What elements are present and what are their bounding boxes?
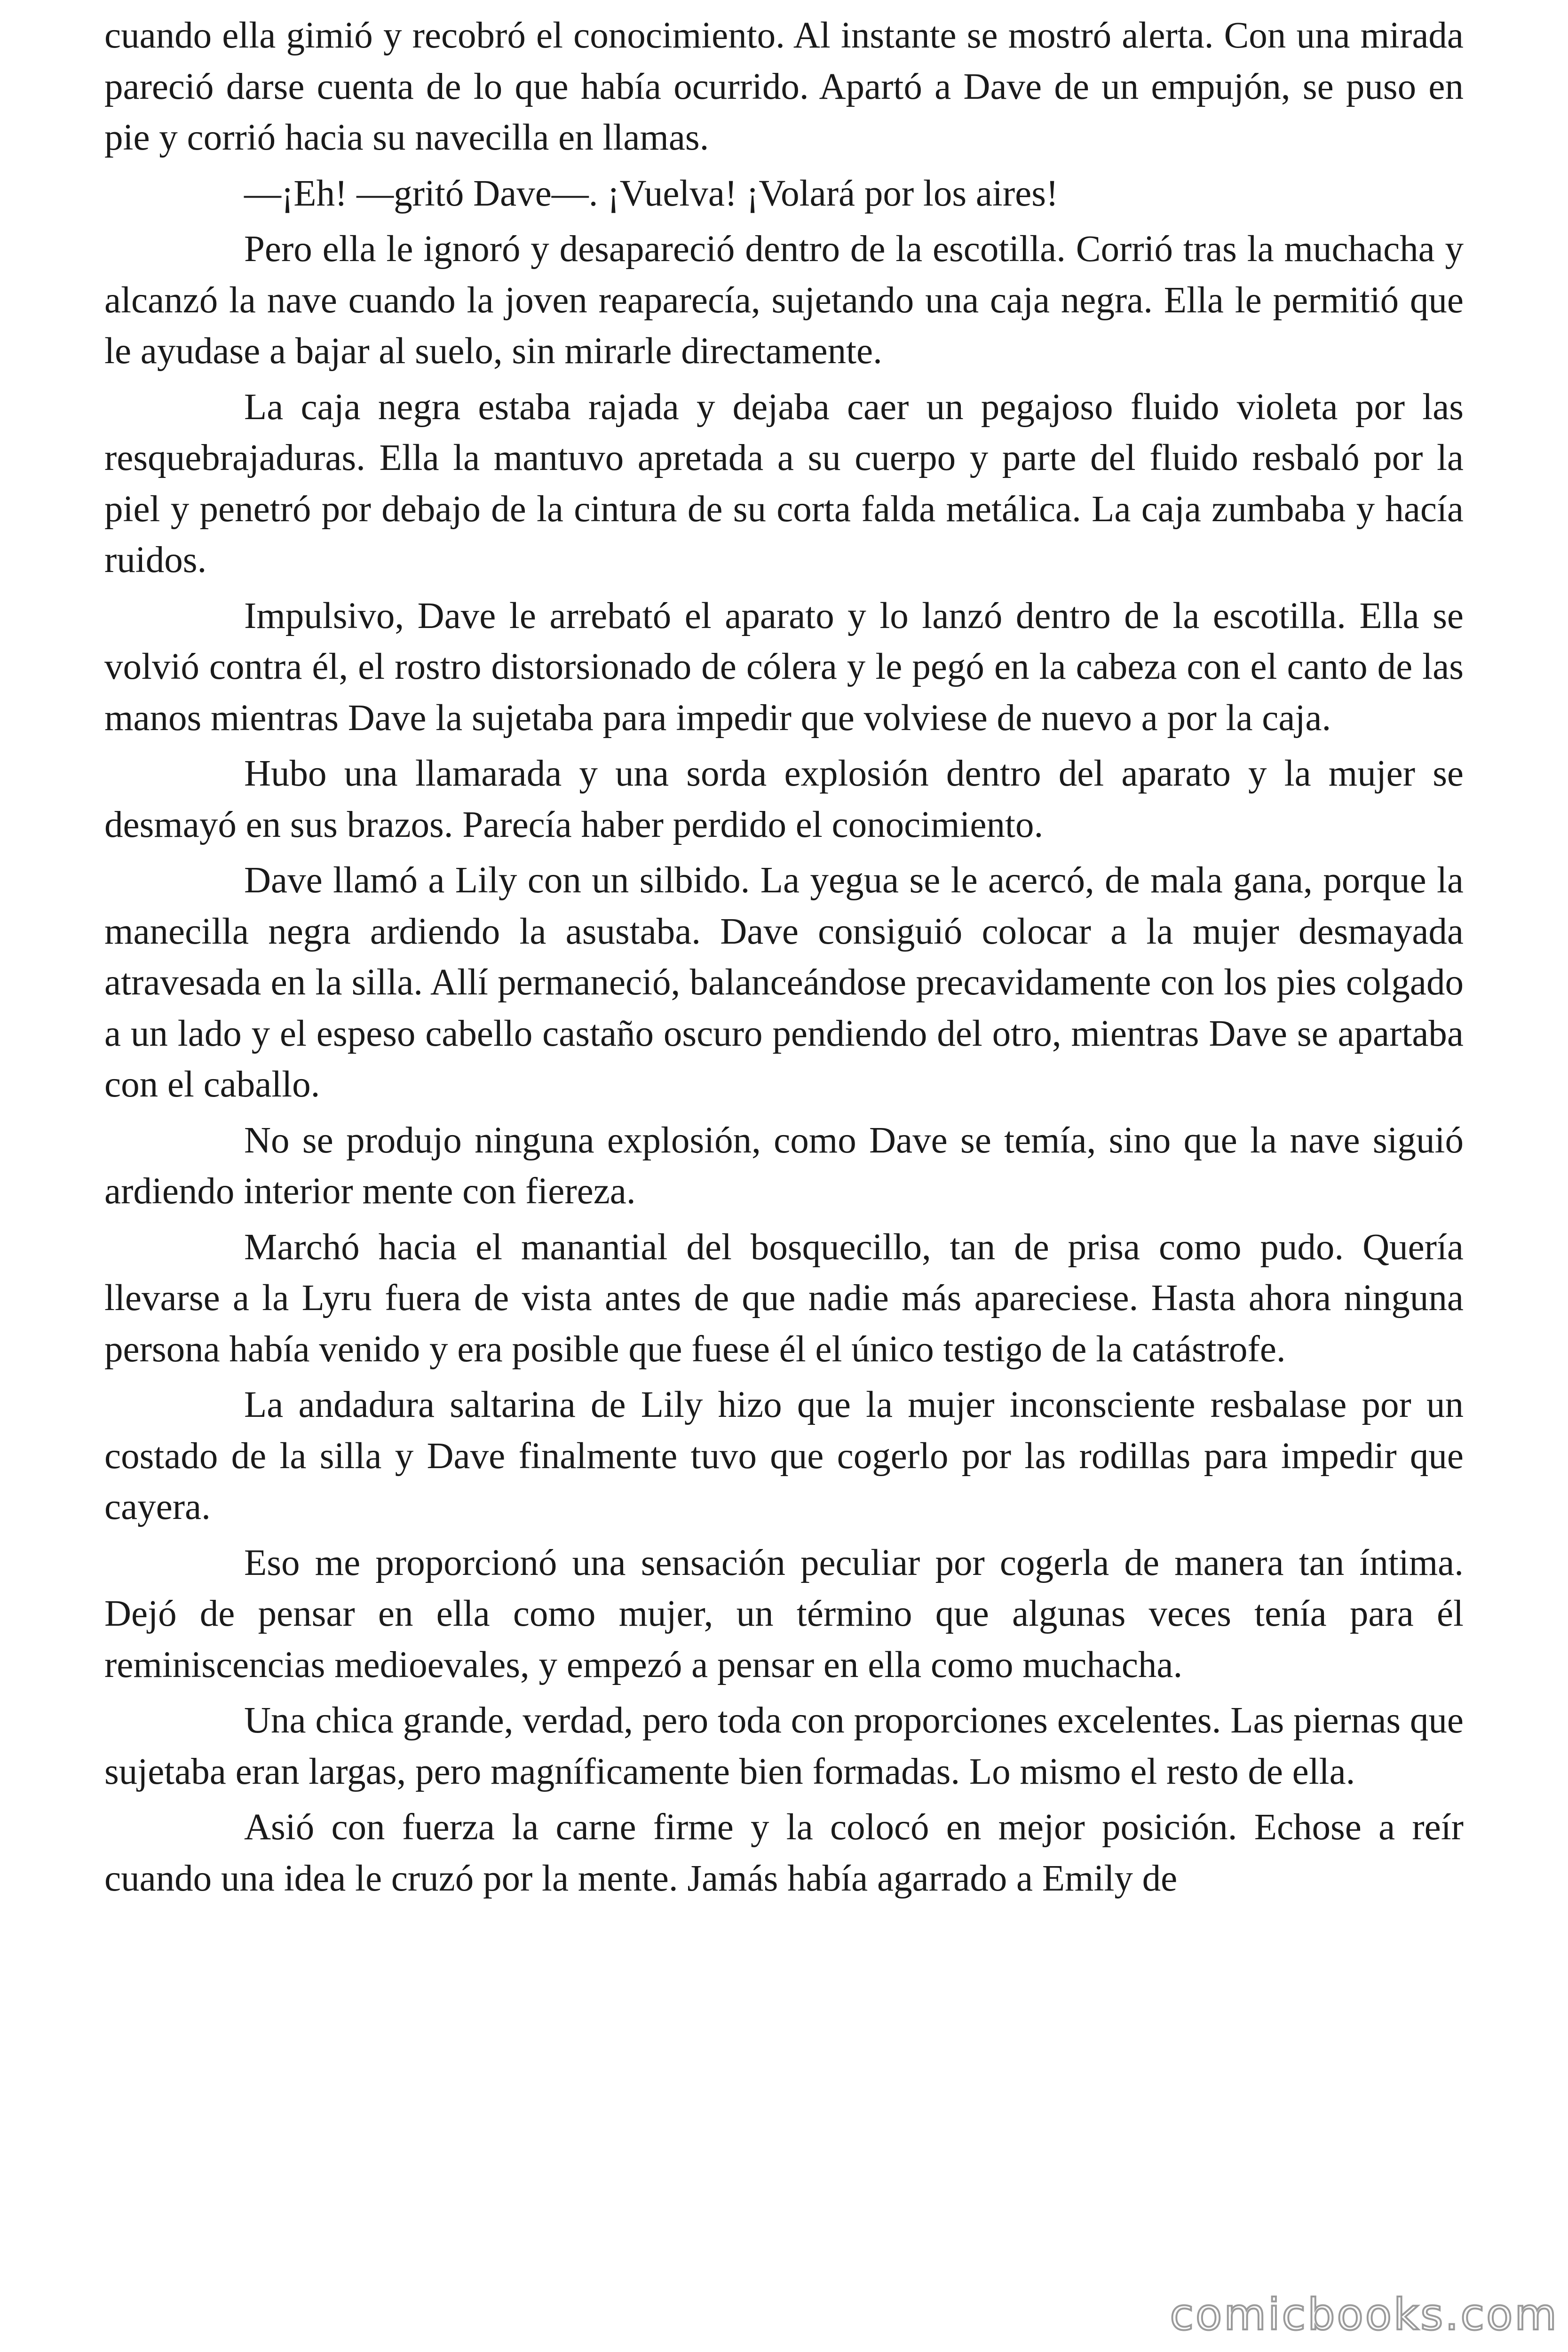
paragraph-11: Eso me proporcionó una sensación peculiar por cogerla de manera tan íntima. Dejó de pensar en ella como mujer, un término que algunas veces tenía para él reminiscencias medioevales, y empezó a pensar en ella como muchacha. [104,1542,1464,1685]
paragraph-5: Impulsivo, Dave le arrebató el aparato y lo lanzó dentro de la escotilla. Ella se volvió contra él, el rostro distorsionado de cólera y le pegó en la cabeza con el canto de las manos mientras Dave la sujetaba para impedir que volviese de nuevo a por la caja. [104,595,1464,739]
paragraph-7: Dave llamó a Lily con un silbido. La yegua se le acercó, de mala gana, porque la manecilla negra ardiendo la asustaba. Dave consiguió colocar a la mujer desmayada atravesada en la silla. Allí permaneció, balanceándose precavidamente con los pies colgado a un lado y el espeso cabello castaño oscuro pendiendo del otro, mientras Dave se apartaba con el caballo. [104,860,1464,1105]
watermark: comicbooks.com [1170,2289,1559,2340]
paragraph-8: No se produjo ninguna explosión, como Dave se temía, sino que la nave siguió ardiendo interior mente con fiereza. [104,1120,1464,1212]
paragraph-3: Pero ella le ignoró y desapareció dentro de la escotilla. Corrió tras la muchacha y alcanzó la nave cuando la joven reaparecía, sujetando una caja negra. Ella le permitió que le ayudase a bajar al suelo, sin mirarle directamente. [104,229,1464,372]
paragraph-6: Hubo una llamarada y una sorda explosión dentro del aparato y la mujer se desmayó en sus brazos. Parecía haber perdido el conocimiento. [104,753,1464,845]
paragraph-1: cuando ella gimió y recobró el conocimiento. Al instante se mostró alerta. Con una mirada pareció darse cuenta de lo que había ocurrido. Apartó a Dave de un empujón, se puso en pie y corrió hacia su navecilla en llamas. [104,15,1464,158]
paragraph-13: Asió con fuerza la carne firme y la colocó en mejor posición. Echose a reír cuando una idea le cruzó por la mente. Jamás había agarrado a Emily de [104,1807,1464,1899]
paragraph-10: La andadura saltarina de Lily hizo que la mujer inconsciente resbalase por un costado de la silla y Dave finalmente tuvo que cogerlo por las rodillas para impedir que cayera. [104,1384,1464,1527]
paragraph-12: Una chica grande, verdad, pero toda con proporciones excelentes. Las piernas que sujetaba eran largas, pero magníficamente bien formadas. Lo mismo el resto de ella. [104,1700,1464,1792]
body-text [104,10,1464,1909]
paragraph-4: La caja negra estaba rajada y dejaba caer un pegajoso fluido violeta por las resquebrajaduras. Ella la mantuvo apretada a su cuerpo y parte del fluido resbaló por la piel y penetró por debajo de la cintura de su corta falda metálica. La caja zumbaba y hacía ruidos. [104,386,1464,580]
paragraph-9: Marchó hacia el manantial del bosquecillo, tan de prisa como pudo. Quería llevarse a la Lyru fuera de vista antes de que nadie más apareciese. Hasta ahora ninguna persona había venido y era posible que fuese él el único testigo de la catástrofe. [104,1226,1464,1370]
paragraph-2: —¡Eh! —gritó Dave—. ¡Vuelva! ¡Volará por los aires! [244,173,1059,214]
